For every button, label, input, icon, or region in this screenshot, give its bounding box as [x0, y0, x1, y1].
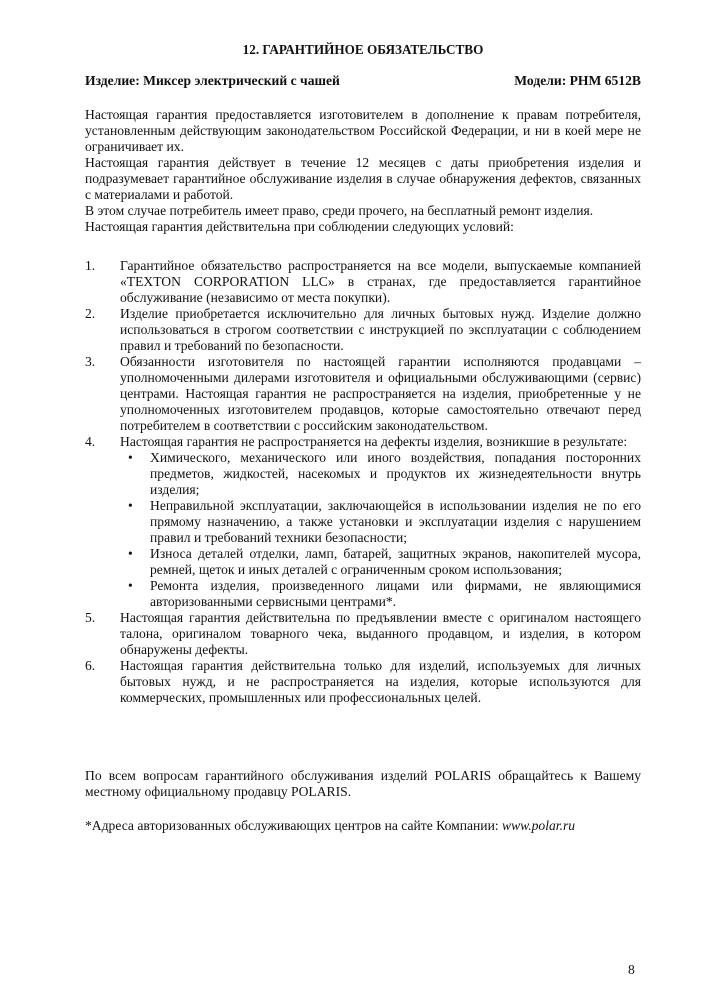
- condition-number: 4.: [85, 434, 96, 449]
- condition-item: [85, 354, 641, 434]
- condition-number: 6.: [85, 658, 96, 673]
- product-info-row: [85, 73, 641, 89]
- intro-paragraph: Настоящая гарантия действительна при соблюдении следующих условий:: [85, 219, 514, 234]
- exclusion-text: Износа деталей отделки, ламп, батарей, защитных экранов, накопителей мусора, ремней, щеток и иных деталей с ограниченным сроком использования;: [150, 546, 641, 577]
- condition-number: 1.: [85, 258, 96, 273]
- model-label: Модели: PHM 6512B: [514, 73, 641, 88]
- exclusions-list: [120, 450, 641, 610]
- intro-paragraph: В этом случае потребитель имеет право, среди прочего, на бесплатный ремонт изделия.: [85, 203, 594, 218]
- exclusion-text: Неправильной эксплуатации, заключающейся в использовании изделия не по его прямому назначению, а также установки и эксплуатации изделия с нарушением правил и требований техники безопасности;: [150, 498, 641, 545]
- exclusion-item: [120, 546, 641, 578]
- condition-number: 2.: [85, 306, 96, 321]
- exclusion-item: [120, 450, 641, 498]
- conditions-list: [85, 258, 641, 706]
- condition-text: Изделие приобретается исключительно для личных бытовых нужд. Изделие должно использоваться в строгом соответствии с инструкцией по эксплуатации с соблюдением правил и требований по безопасности.: [120, 306, 641, 353]
- condition-item: [85, 658, 641, 706]
- page-number: 8: [628, 962, 635, 977]
- condition-text: Настоящая гарантия действительна только для изделий, используемых для личных бытовых нужд, и не распространяется на изделия, которые используются для коммерческих, промышленных или профессиональных целей.: [120, 658, 641, 705]
- exclusion-text: Ремонта изделия, произведенного лицами или фирмами, не являющимися авторизованными сервисными центрами*.: [150, 578, 641, 609]
- footnote: [85, 818, 641, 834]
- exclusion-item: [120, 578, 641, 610]
- exclusion-text: Химического, механического или иного воздействия, попадания посторонних предметов, жидкостей, насекомых и продуктов их жизнедеятельности внутрь изделия;: [150, 450, 641, 497]
- condition-number: 3.: [85, 354, 96, 369]
- condition-item: [85, 306, 641, 354]
- condition-item: [85, 610, 641, 658]
- page-title: 12. ГАРАНТИЙНОЕ ОБЯЗАТЕЛЬСТВО: [242, 42, 484, 57]
- condition-item: [85, 434, 641, 610]
- condition-text: Настоящая гарантия действительна по предъявлении вместе с оригиналом настоящего талона, оригиналом товарного чека, выданного продавцом, и изделия, в котором обнаружены дефекты.: [120, 610, 641, 657]
- website-link[interactable]: www.polar.ru: [502, 818, 576, 833]
- bullet-glyph: •: [128, 546, 133, 561]
- intro-text: [85, 107, 641, 235]
- condition-item: [85, 258, 641, 306]
- intro-paragraph: Настоящая гарантия предоставляется изготовителем в дополнение к правам потребителя, установленным действующим законодательством Российской Федерации, и ни в коей мере не ограничивает их.: [85, 107, 641, 154]
- condition-number: 5.: [85, 610, 96, 625]
- condition-text: Настоящая гарантия не распространяется на дефекты изделия, возникшие в результате:: [120, 434, 628, 449]
- contact-paragraph: По всем вопросам гарантийного обслуживания изделий POLARIS обращайтесь к Вашему местному официальному продавцу POLARIS.: [85, 768, 641, 799]
- product-label: Изделие: Миксер электрический с чашей: [85, 73, 340, 88]
- condition-text: Гарантийное обязательство распространяется на все модели, выпускаемые компанией «TEXTON CORPORATION LLC» в странах, где предоставляется гарантийное обслуживание (независимо от места покупки).: [120, 258, 641, 305]
- bullet-glyph: •: [128, 450, 133, 465]
- intro-paragraph: Настоящая гарантия действует в течение 12 месяцев с даты приобретения изделия и подразумевает гарантийное обслуживание изделия в случае обнаружения дефектов, связанных с материалами и работой.: [85, 155, 641, 202]
- footnote-text: *Адреса авторизованных обслуживающих центров на сайте Компании:: [85, 818, 503, 833]
- condition-text: Обязанности изготовителя по настоящей гарантии исполняются продавцами – уполномоченными дилерами изготовителя и официальными обслуживающими (сервис) центрами. Настоящая гарантия не распространяется на изделия, приобретенные у не уполномоченных изготовителем продавцов, которые самостоятельно отвечают перед потребителем в соответствии с российским законодательством.: [120, 354, 641, 433]
- bullet-glyph: •: [128, 498, 133, 513]
- bullet-glyph: •: [128, 578, 133, 593]
- exclusion-item: [120, 498, 641, 546]
